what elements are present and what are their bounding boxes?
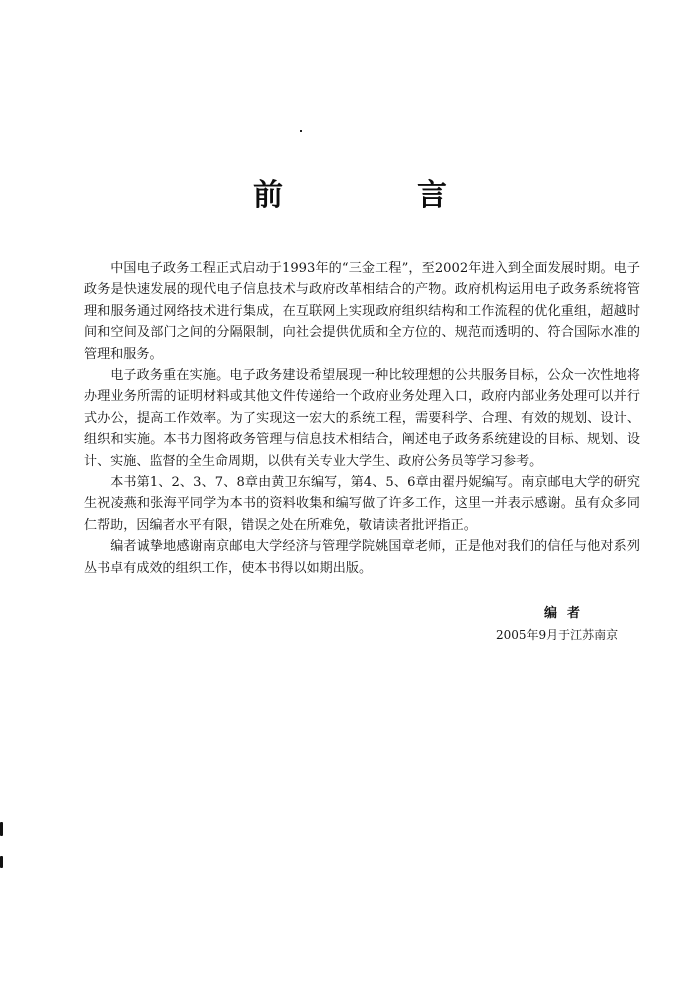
paragraph: 电子政务重在实施。电子政务建设希望展现一种比较理想的公共服务目标，公众一次性地将办理业务所需的证明材料或其他文件传递给一个政府业务处理入口，政府内部业务处理可以并行式办公，提高工作效率。为了实现这一宏大的系统工程，需要科学、合理、有效的规划、设计、组织和实施。本书力图将政务管理与信息技术相结合，阐述电子政务系统建设的目标、规划、设计、实施、监督的全生命周期，以供有关专业大学生、政府公务员等学习参考。: [84, 368, 640, 469]
scan-edge-mark: [0, 822, 3, 836]
date-line: 2005年9月于江苏南京: [496, 628, 619, 642]
author-signature: 编者: [544, 606, 591, 621]
scan-edge-mark: [0, 856, 3, 868]
paragraph: 本书第1、2、3、7、8章由黄卫东编写，第4、5、6章由翟丹妮编写。南京邮电大学的研究生祝凌燕和张海平同学为本书的资料收集和编写做了许多工作，这里一并表示感谢。虽有众多同仁帮助，因编者水平有限，错误之处在所难免，敬请读者批评指正。: [84, 475, 640, 533]
paragraph: 中国电子政务工程正式启动于1993年的“三金工程”，至2002年进入到全面发展时期。电子政务是快速发展的现代电子信息技术与政府改革相结合的产物。政府机构运用电子政务系统将管理和服务通过网络技术进行集成，在互联网上实现政府组织结构和工作流程的优化重组，超越时间和空间及部门之间的分隔限制，向社会提供优质和全方位的、规范而透明的、符合国际水准的管理和服务。: [84, 261, 640, 362]
page-title: 前 言: [253, 178, 499, 213]
paragraph: 编者诚挚地感谢南京邮电大学经济与管理学院姚国章老师，正是他对我们的信任与他对系列丛书卓有成效的组织工作，使本书得以如期出版。: [84, 539, 640, 576]
preface-body: [84, 258, 640, 579]
scan-speck: [300, 130, 302, 132]
